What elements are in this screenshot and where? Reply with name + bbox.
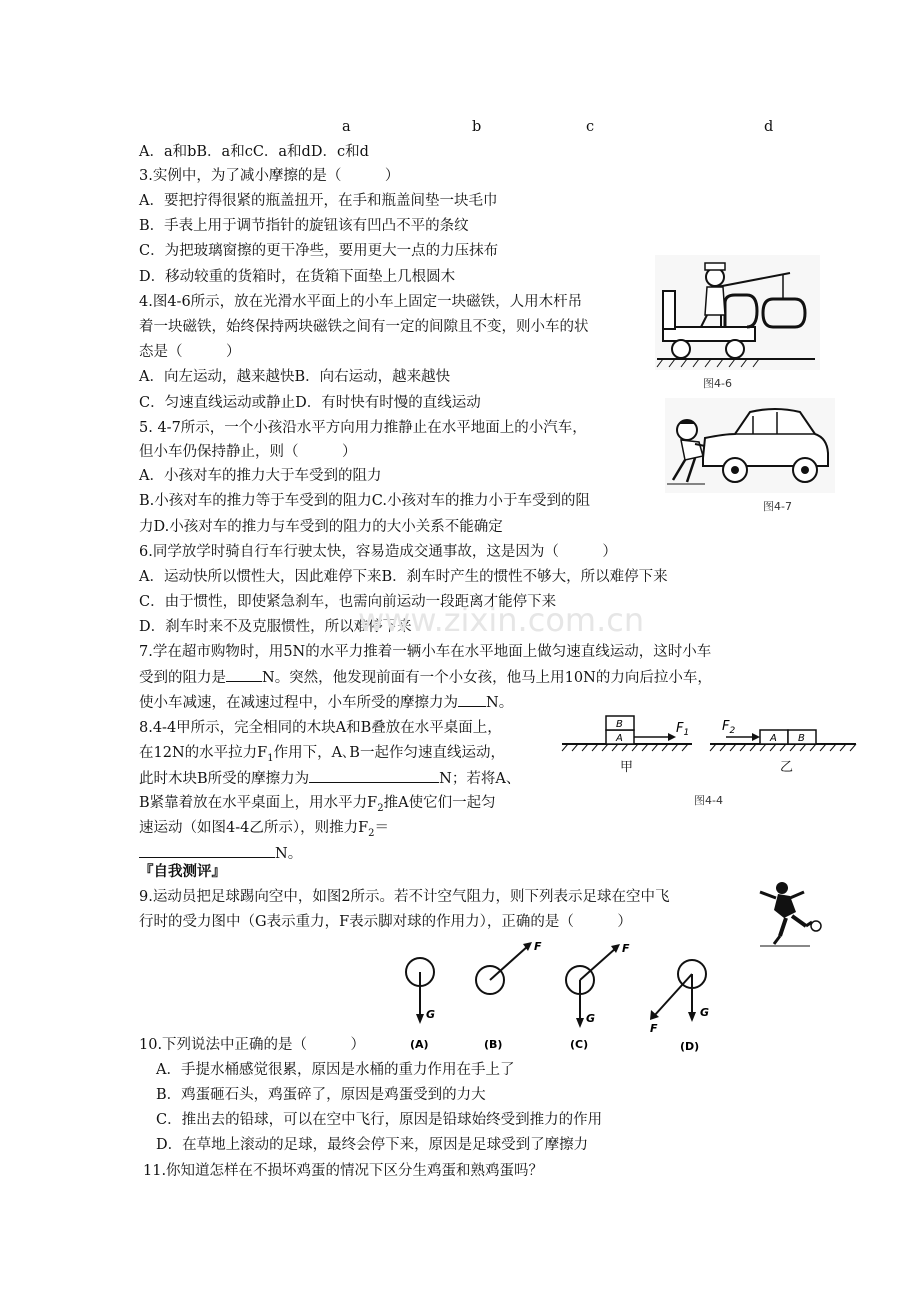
q7-line1: 7.学在超市购物时，用5N的水平力推着一辆小车在水平地面上做匀速直线运动，这时小车	[139, 644, 712, 660]
q10-option-d: D．在草地上滚动的足球，最终会停下来，原因是足球受到了摩擦力	[156, 1137, 589, 1153]
q2-options: A．a和bB．a和cC．a和dD．c和d	[139, 144, 369, 160]
q10-stem: 10.下列说法中正确的是（ ）	[139, 1037, 366, 1053]
watermark: www.zixin.com.cn	[358, 601, 645, 639]
q8-line3-end: N；若将A、	[439, 771, 521, 787]
block-b-label-jia: B	[616, 719, 623, 730]
force-diagrams	[388, 934, 723, 1052]
diagram-c-g: G	[586, 1012, 596, 1025]
soccer-player-figure	[740, 878, 825, 950]
diagram-d-g: G	[700, 1006, 710, 1019]
q4-line1: 4.图4-6所示，放在光滑水平面上的小车上固定一块磁铁，人用木杆吊	[139, 294, 583, 310]
q8-line3	[139, 768, 520, 789]
q7-line3-start: 使小车减速，在减速过程中，小车所受的摩擦力为	[139, 695, 458, 711]
q8-line5-sub: 2	[368, 827, 375, 839]
label-d: d	[764, 119, 774, 135]
figure-4-4-jia: 甲	[620, 760, 634, 775]
q4-line2: 着一块磁铁，始终保持两块磁铁之间有一定的间隙且不变，则小车的状	[139, 319, 589, 335]
diagram-d-f: F	[650, 1022, 658, 1035]
q8-line2-start: 在12N的水平拉力F	[139, 745, 268, 761]
q4-options-ab: A．向左运动，越来越快B．向右运动，越来越快	[139, 369, 451, 385]
q5-options-bc: B.小孩对车的推力等于车受到的阻力C.小孩对车的推力小于车受到的阻	[139, 493, 590, 509]
figure-4-6-caption: 图4-6	[703, 377, 732, 390]
figure-4-7	[665, 398, 835, 513]
cart-magnet-illustration	[655, 255, 820, 370]
q8-line5	[139, 818, 389, 844]
q11-stem: 11.你知道怎样在不损坏鸡蛋的情况下区分生鸡蛋和熟鸡蛋吗？	[143, 1163, 544, 1179]
q8-line5-start: 速运动（如图4-4乙所示），则推力F	[139, 820, 369, 836]
q5-option-d: 力D.小孩对车的推力与车受到的阻力的大小关系不能确定	[139, 519, 503, 535]
q8-blank-2[interactable]	[139, 843, 275, 858]
q3-stem: 3.实例中，为了减小摩擦的是（ ）	[139, 168, 400, 184]
label-c: c	[586, 119, 595, 135]
child-pushing-car-illustration	[665, 398, 835, 493]
force-diagram-options	[388, 934, 723, 1052]
q5-option-a: A．小孩对车的推力大于车受到的阻力	[139, 468, 382, 484]
q7-line2-end: N。突然，他发现前面有一个小女孩，他马上用10N的力向后拉小车，	[262, 670, 712, 686]
figure-4-4-caption: 图4-4	[694, 794, 723, 807]
diagram-a-g: G	[426, 1008, 436, 1021]
section-title: 『自我测评』	[139, 863, 226, 880]
q7-blank-2[interactable]	[458, 692, 486, 707]
force-f1-label: $F_1$	[676, 721, 690, 738]
diagram-label-b: (B)	[484, 1038, 503, 1051]
q8-line6-end: N。	[275, 846, 303, 862]
q8-blank-1[interactable]	[309, 768, 439, 783]
diagram-c-f: F	[622, 942, 630, 955]
q5-line2: 但小车仍保持静止，则（ ）	[139, 444, 357, 460]
q6-stem: 6.同学放学时骑自行车行驶太快，容易造成交通事故，这是因为（ ）	[139, 544, 617, 560]
q6-option-c: C．由于惯性，即使紧急刹车，也需向前运动一段距离才能停下来	[139, 594, 557, 610]
label-a: a	[342, 119, 351, 135]
q8-line2-sub: 1	[267, 752, 274, 764]
q6-option-d: D．刹车时来不及克服惯性，所以难停下来	[139, 619, 412, 635]
q8-line5-end: ＝	[374, 820, 390, 836]
diagram-c	[566, 942, 630, 1028]
q8-line4-end: 推A使它们一起匀	[383, 795, 496, 811]
q8-line4	[139, 793, 496, 819]
q7-line2	[139, 667, 712, 688]
q8-line2-end: 作用下，A､B一起作匀速直线运动，	[273, 745, 505, 761]
diagram-label-c: (C)	[570, 1038, 589, 1051]
q3-option-c: C．为把玻璃窗擦的更干净些，要用更大一点的力压抹布	[139, 243, 499, 259]
label-b: b	[472, 119, 482, 135]
block-a-label-yi: A	[770, 733, 777, 744]
q3-option-a: A．要把拧得很紧的瓶盖扭开，在手和瓶盖间垫一块毛巾	[139, 193, 498, 209]
block-b-label-yi: B	[798, 733, 805, 744]
block-a-label-jia: A	[616, 733, 623, 744]
diagram-label-a: (A)	[410, 1038, 429, 1051]
q5-line1: 5. 4-7所示，一个小孩沿水平方向用力推静止在水平地面上的小汽车，	[139, 420, 587, 436]
force-f2-label: $F_2$	[722, 719, 736, 736]
q4-line3: 态是（ ）	[139, 344, 241, 360]
q7-line3-end: N。	[486, 695, 514, 711]
q8-line6	[139, 843, 302, 864]
figure-4-6	[655, 255, 820, 390]
q8-line2	[139, 743, 505, 769]
q3-option-d: D．移动较重的货箱时，在货箱下面垫上几根圆木	[139, 269, 456, 285]
figure-4-4-yi: 乙	[780, 760, 794, 775]
q4-options-cd: C．匀速直线运动或静止D．有时快有时慢的直线运动	[139, 395, 481, 411]
q10-option-a: A．手提水桶感觉很累，原因是水桶的重力作用在手上了	[156, 1062, 515, 1078]
q3-option-b: B．手表上用于调节指针的旋钮该有凹凸不平的条纹	[139, 218, 469, 234]
figure-4-7-caption: 图4-7	[763, 500, 792, 513]
q8-line4-sub: 2	[377, 802, 384, 814]
q9-line1: 9.运动员把足球踢向空中，如图2所示。若不计空气阻力，则下列表示足球在空中飞	[139, 889, 670, 905]
blocks-diagram	[560, 710, 860, 790]
diagram-b-f: F	[534, 940, 542, 953]
figure-4-4	[560, 710, 860, 810]
diagram-b	[476, 940, 542, 994]
q8-line1: 8.4-4甲所示，完全相同的木块A和B叠放在水平桌面上，	[139, 720, 502, 736]
q7-blank-1[interactable]	[226, 667, 262, 682]
q7-line3	[139, 692, 513, 713]
diagram-a	[406, 958, 435, 1024]
soccer-player-illustration	[740, 878, 825, 950]
q8-line3-start: 此时木块B所受的摩擦力为	[139, 771, 310, 787]
q7-line2-start: 受到的阻力是	[139, 670, 226, 686]
diagram-label-d: (D)	[680, 1040, 700, 1052]
q10-option-b: B．鸡蛋砸石头，鸡蛋碎了，原因是鸡蛋受到的力大	[156, 1087, 486, 1103]
q8-line4-start: B紧靠着放在水平桌面上，用水平力F	[139, 795, 378, 811]
q9-line2: 行时的受力图中（G表示重力，F表示脚对球的作用力），正确的是（ ）	[139, 914, 632, 930]
q10-option-c: C．推出去的铅球，可以在空中飞行，原因是铅球始终受到推力的作用	[156, 1112, 603, 1128]
diagram-d	[650, 960, 709, 1035]
q6-options-ab: A．运动快所以惯性大，因此难停下来B．刹车时产生的惯性不够大，所以难停下来	[139, 569, 668, 585]
